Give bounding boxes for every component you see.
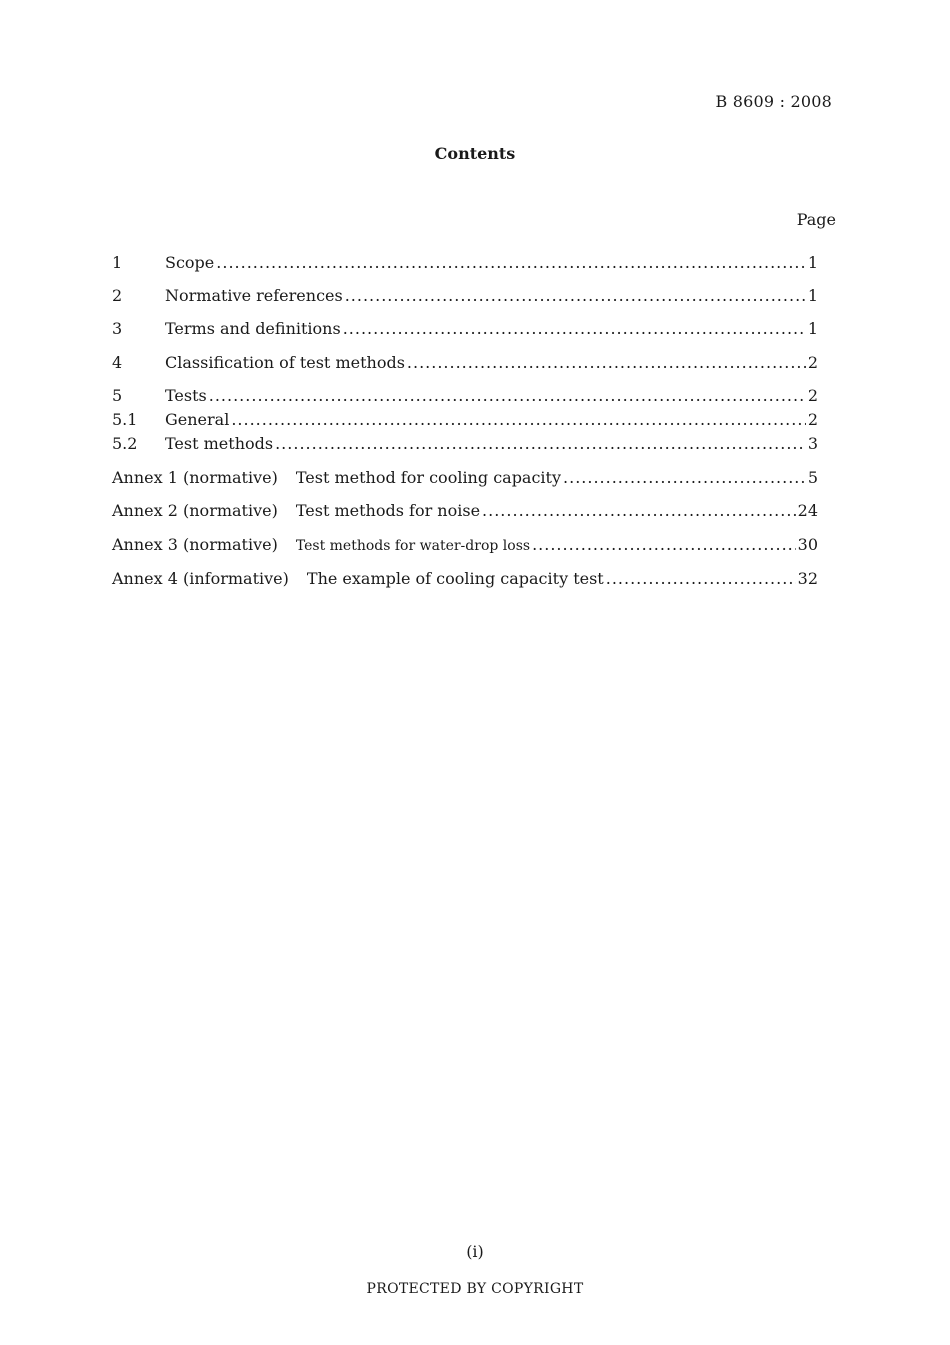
entry-page: 1 <box>807 286 818 305</box>
entry-title: Test methods <box>165 434 274 453</box>
entry-number: 5.2 <box>112 434 138 453</box>
dot-leader <box>606 569 796 588</box>
toc-entry-test-methods[interactable] <box>112 434 818 456</box>
dot-leader <box>482 501 796 520</box>
annex-label: Annex 1 (normative) <box>112 468 278 487</box>
entry-title: Terms and definitions <box>165 319 341 338</box>
toc-entry-terms-and-definitions[interactable] <box>112 319 818 341</box>
entry-title: Normative references <box>165 286 343 305</box>
copyright-notice: PROTECTED BY COPYRIGHT <box>366 1281 584 1297</box>
toc-entry-annex-1[interactable] <box>112 468 818 490</box>
page-title: Contents <box>434 144 516 163</box>
toc-entry-general[interactable] <box>112 410 818 432</box>
toc-entry-normative-references[interactable] <box>112 286 818 308</box>
entry-title: General <box>165 410 230 429</box>
entry-page: 2 <box>807 353 818 372</box>
dot-leader <box>407 353 806 372</box>
entry-title: Test methods for noise <box>295 501 481 520</box>
annex-label: Annex 2 (normative) <box>112 501 278 520</box>
dot-leader <box>231 410 805 429</box>
entry-page: 30 <box>797 535 818 554</box>
dot-leader <box>209 386 806 405</box>
dot-leader <box>216 253 806 272</box>
standard-id: B 8609 : 2008 <box>715 92 832 111</box>
toc-entry-scope[interactable] <box>112 253 818 275</box>
entry-title: Scope <box>165 253 215 272</box>
entry-number: 4 <box>112 353 123 372</box>
toc-entry-classification[interactable] <box>112 353 818 375</box>
toc-entry-annex-3[interactable] <box>112 535 818 557</box>
entry-page: 24 <box>797 501 818 520</box>
annex-label: Annex 4 (informative) <box>112 569 289 588</box>
entry-page: 5 <box>807 468 818 487</box>
entry-title: Test method for cooling capacity <box>295 468 562 487</box>
entry-number: 2 <box>112 286 123 305</box>
entry-number: 5 <box>112 386 123 405</box>
entry-title: Test methods for water-drop loss <box>295 538 531 554</box>
dot-leader <box>275 434 806 453</box>
annex-label: Annex 3 (normative) <box>112 535 278 554</box>
entry-number: 5.1 <box>112 410 138 429</box>
entry-title: Classification of test methods <box>165 353 405 372</box>
entry-page: 2 <box>807 386 818 405</box>
entry-title: Tests <box>165 386 207 405</box>
toc-entry-tests[interactable] <box>112 386 818 408</box>
page-column-label: Page <box>796 210 836 229</box>
dot-leader <box>532 535 796 554</box>
dot-leader <box>343 319 806 338</box>
toc-entry-annex-2[interactable] <box>112 501 818 523</box>
entry-page: 3 <box>807 434 818 453</box>
entry-page: 1 <box>807 319 818 338</box>
entry-page: 2 <box>807 410 818 429</box>
page-folio: (i) <box>466 1242 484 1261</box>
entry-number: 1 <box>112 253 123 272</box>
entry-page: 32 <box>797 569 818 588</box>
toc-entry-annex-4[interactable] <box>112 569 818 591</box>
dot-leader <box>563 468 806 487</box>
entry-number: 3 <box>112 319 123 338</box>
entry-page: 1 <box>807 253 818 272</box>
dot-leader <box>345 286 806 305</box>
entry-title: The example of cooling capacity test <box>306 569 604 588</box>
